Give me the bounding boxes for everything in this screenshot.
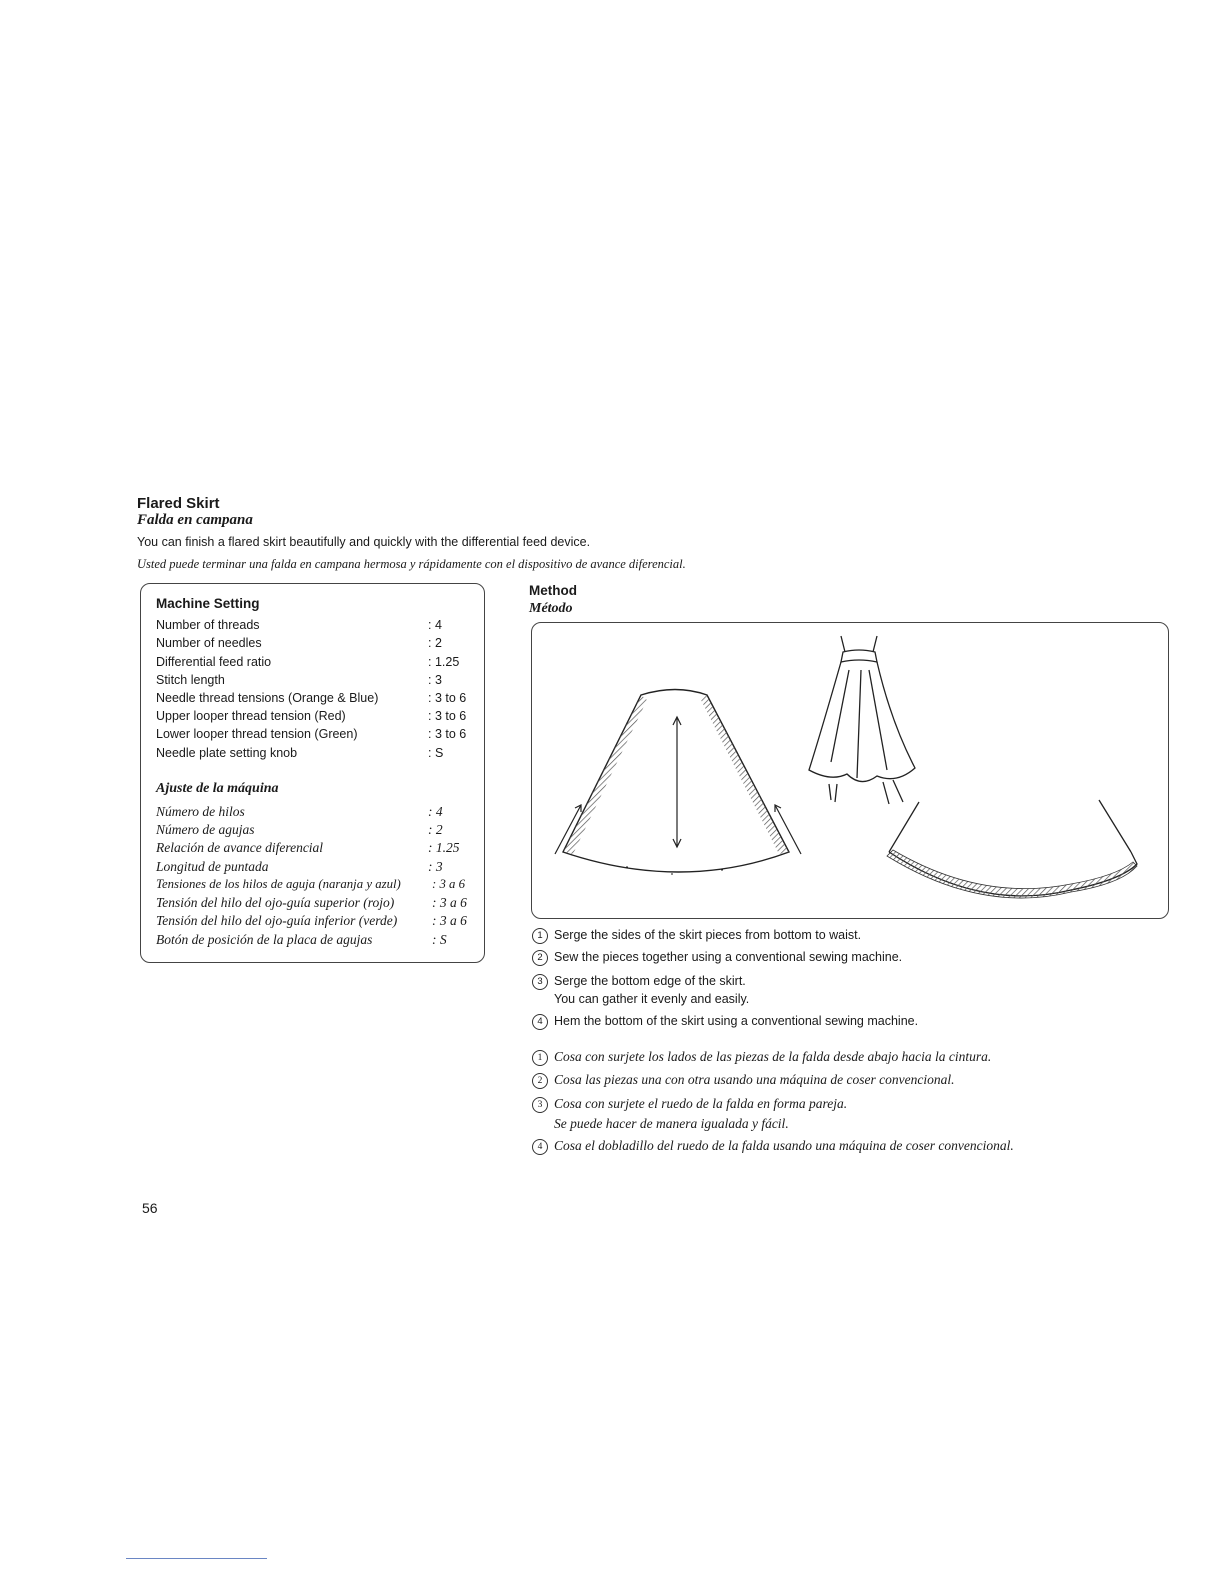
section-title: Flared Skirt [137, 495, 220, 512]
setting-value: : 3 a 6 [432, 877, 466, 891]
setting-label: Needle plate setting knob [156, 746, 298, 760]
setting-label: Número de hilos [156, 804, 245, 819]
method-step [532, 974, 750, 1006]
setting-row [156, 746, 486, 764]
step-subtext: Se puede hacer de manera igualada y fácil. [554, 1116, 789, 1131]
setting-value: : 3 a 6 [432, 895, 467, 910]
method-step-spanish [532, 1096, 848, 1131]
setting-label: Relación de avance diferencial [156, 840, 324, 855]
step-text: Hem the bottom of the skirt using a conventional sewing machine. [554, 1014, 919, 1028]
setting-value: : 2 [428, 636, 442, 650]
step-number-icon: 2 [532, 1073, 548, 1089]
method-step-spanish [532, 1072, 954, 1089]
setting-value: : 3 to 6 [428, 709, 467, 723]
step-subtext: You can gather it evenly and easily. [554, 992, 750, 1006]
setting-label: Longitud de puntada [156, 859, 269, 874]
step-number-icon: 3 [532, 974, 548, 990]
setting-value: : 1.25 [428, 840, 460, 855]
setting-value: : S [428, 746, 444, 760]
setting-label: Differential feed ratio [156, 655, 272, 669]
step-text: Cosa con surjete el ruedo de la falda en forma pareja. [554, 1096, 848, 1111]
machine-setting-heading-spanish: Ajuste de la máquina [156, 781, 279, 796]
setting-row [156, 618, 486, 636]
setting-value: : 4 [428, 618, 442, 632]
skirt-illustration [531, 622, 1169, 919]
step-text: Sew the pieces together using a conventional sewing machine. [554, 950, 903, 964]
setting-value: : 4 [428, 804, 443, 819]
intro-text-spanish: Usted puede terminar una falda en campana hermosa y rápidamente con el dispositivo de avance diferencial. [137, 557, 686, 571]
machine-setting-heading: Machine Setting [156, 596, 260, 611]
setting-value: : 1.25 [428, 655, 460, 669]
step-number-icon: 4 [532, 1139, 548, 1155]
step-number-icon: 3 [532, 1097, 548, 1113]
step-number-icon: 2 [532, 950, 548, 966]
setting-label: Tensiones de los hilos de aguja (naranja y azul) [156, 877, 401, 891]
setting-row [156, 709, 486, 727]
bottom-rule [126, 1558, 267, 1559]
step-text: Serge the bottom edge of the skirt. [554, 974, 746, 988]
setting-row [156, 655, 486, 673]
step-text: Cosa el dobladillo del ruedo de la falda usando una máquina de coser convencional. [554, 1138, 1014, 1153]
setting-label: Lower looper thread tension (Green) [156, 727, 358, 741]
setting-label: Stitch length [156, 673, 225, 687]
setting-value: : 3 a 6 [432, 913, 467, 928]
intro-text: You can finish a flared skirt beautifully and quickly with the differential feed device. [137, 535, 591, 549]
setting-row-spanish [156, 822, 486, 840]
page-number: 56 [142, 1200, 158, 1216]
setting-label: Needle thread tensions (Orange & Blue) [156, 691, 379, 705]
setting-label: Number of threads [156, 618, 260, 632]
skirt-panel-drawing [555, 690, 801, 875]
setting-row-spanish [156, 859, 486, 877]
setting-label: Upper looper thread tension (Red) [156, 709, 346, 723]
setting-label: Número de agujas [156, 822, 255, 837]
method-step [532, 950, 902, 966]
setting-row-spanish [156, 877, 486, 895]
method-heading: Method [529, 583, 577, 598]
setting-row-spanish [156, 932, 486, 950]
setting-label: Tensión del hilo del ojo-guía inferior (verde) [156, 913, 398, 928]
method-step [532, 928, 861, 944]
method-step-spanish [532, 1138, 1014, 1155]
setting-label: Tensión del hilo del ojo-guía superior (rojo) [156, 895, 395, 910]
step-text: Cosa con surjete los lados de las piezas de la falda desde abajo hacia la cintura. [554, 1049, 992, 1064]
setting-row [156, 727, 486, 745]
step-text: Serge the sides of the skirt pieces from bottom to waist. [554, 928, 862, 942]
setting-value: : S [432, 932, 447, 947]
setting-value: : 3 to 6 [428, 691, 467, 705]
setting-row [156, 691, 486, 709]
method-step [532, 1014, 918, 1030]
setting-value: : 3 [428, 673, 442, 687]
step-text: Cosa las piezas una con otra usando una máquina de coser convencional. [554, 1072, 955, 1087]
skirt-hem-drawing [887, 800, 1137, 898]
method-step-spanish [532, 1049, 991, 1066]
step-number-icon: 1 [532, 1050, 548, 1066]
setting-row-spanish [156, 913, 486, 931]
section-title-spanish: Falda en campana [137, 512, 253, 528]
setting-value: : 3 to 6 [428, 727, 467, 741]
setting-label: Botón de posición de la placa de agujas [156, 932, 373, 947]
setting-value: : 2 [428, 822, 443, 837]
setting-row-spanish [156, 895, 486, 913]
setting-row [156, 673, 486, 691]
setting-row [156, 636, 486, 654]
setting-row-spanish [156, 840, 486, 858]
setting-row-spanish [156, 804, 486, 822]
step-number-icon: 4 [532, 1014, 548, 1030]
setting-label: Number of needles [156, 636, 262, 650]
method-heading-spanish: Método [529, 601, 573, 616]
setting-value: : 3 [428, 859, 443, 874]
skirt-figure-drawing [809, 636, 915, 804]
step-number-icon: 1 [532, 928, 548, 944]
